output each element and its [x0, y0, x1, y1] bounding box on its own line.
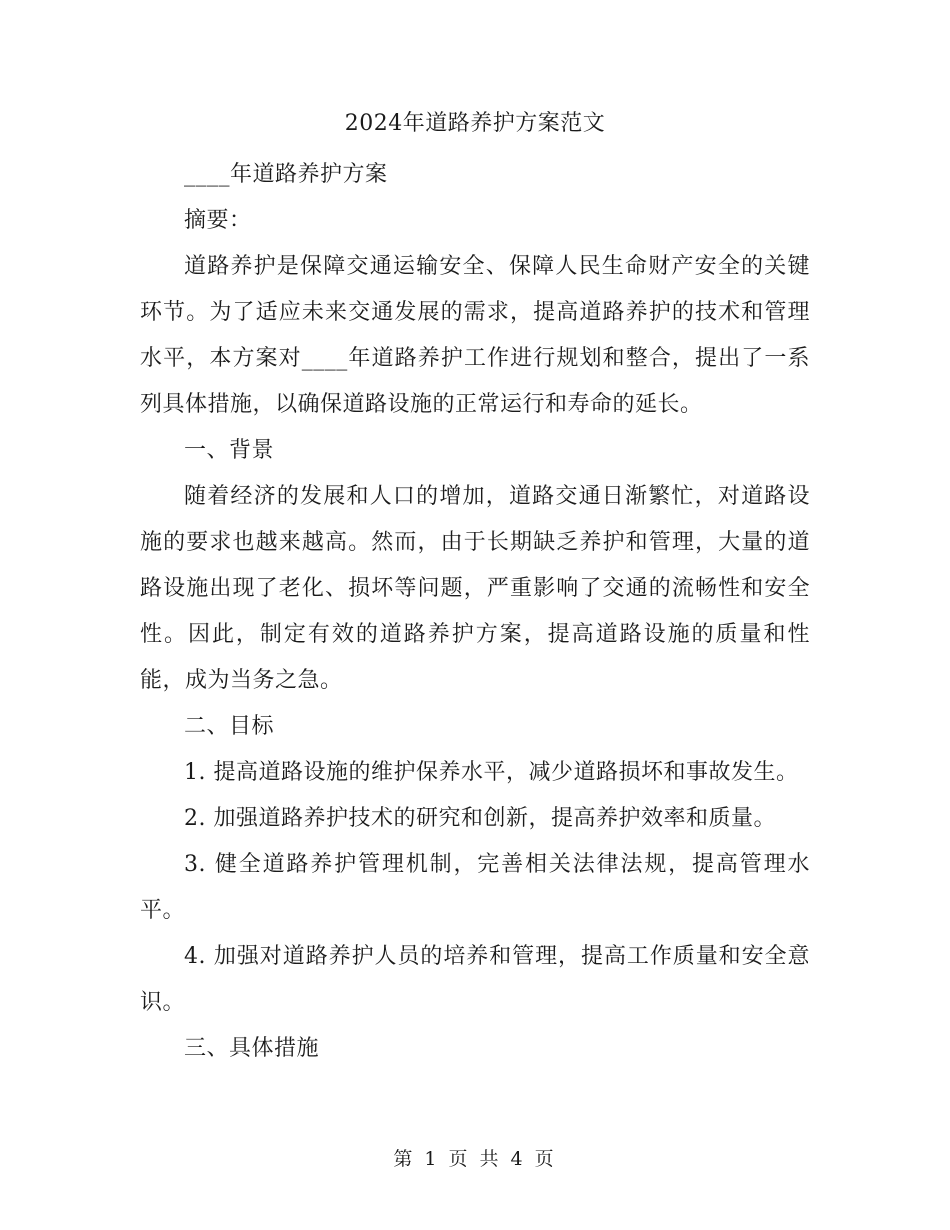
goal-item-1: 1. 提高道路设施的维护保养水平，减少道路损坏和事故发生。 [184, 760, 799, 785]
page-number-footer: 第 1 页 共 4 页 [393, 1148, 557, 1170]
section-heading-background: 一、背景 [184, 438, 275, 463]
goal-item-4: 4. 加强对道路养护人员的培养和管理，提高工作质量和安全意识。 [140, 944, 810, 1015]
goal-item-3: 3. 健全道路养护管理机制，完善相关法律法规，提高管理水平。 [140, 852, 810, 923]
background-paragraph: 随着经济的发展和人口的增加，道路交通日渐繁忙，对道路设施的要求也越来越高。然而，由于长期缺乏养护和管理，大量的道路设施出现了老化、损坏等问题，严重影响了交通的流畅性和安全性。因此，制定有效的道路养护方案，提高道路设施的质量和性能，成为当务之急。 [140, 484, 810, 693]
section-heading-measures: 三、具体措施 [184, 1036, 320, 1061]
abstract-heading: 摘要： [184, 208, 252, 233]
abstract-paragraph: 道路养护是保障交通运输安全、保障人民生命财产安全的关键环节。为了适应未来交通发展的需求，提高道路养护的技术和管理水平，本方案对____年道路养护工作进行规划和整合，提出了一系列具体措施，以确保道路设施的正常运行和寿命的延长。 [140, 254, 810, 417]
document-title: 2024年道路养护方案范文 [344, 111, 606, 136]
goal-item-2: 2. 加强道路养护技术的研究和创新，提高养护效率和质量。 [184, 806, 776, 831]
section-heading-goals: 二、目标 [184, 714, 275, 739]
subtitle-paragraph: ____年道路养护方案 [184, 162, 388, 187]
document-body [140, 152, 810, 1072]
